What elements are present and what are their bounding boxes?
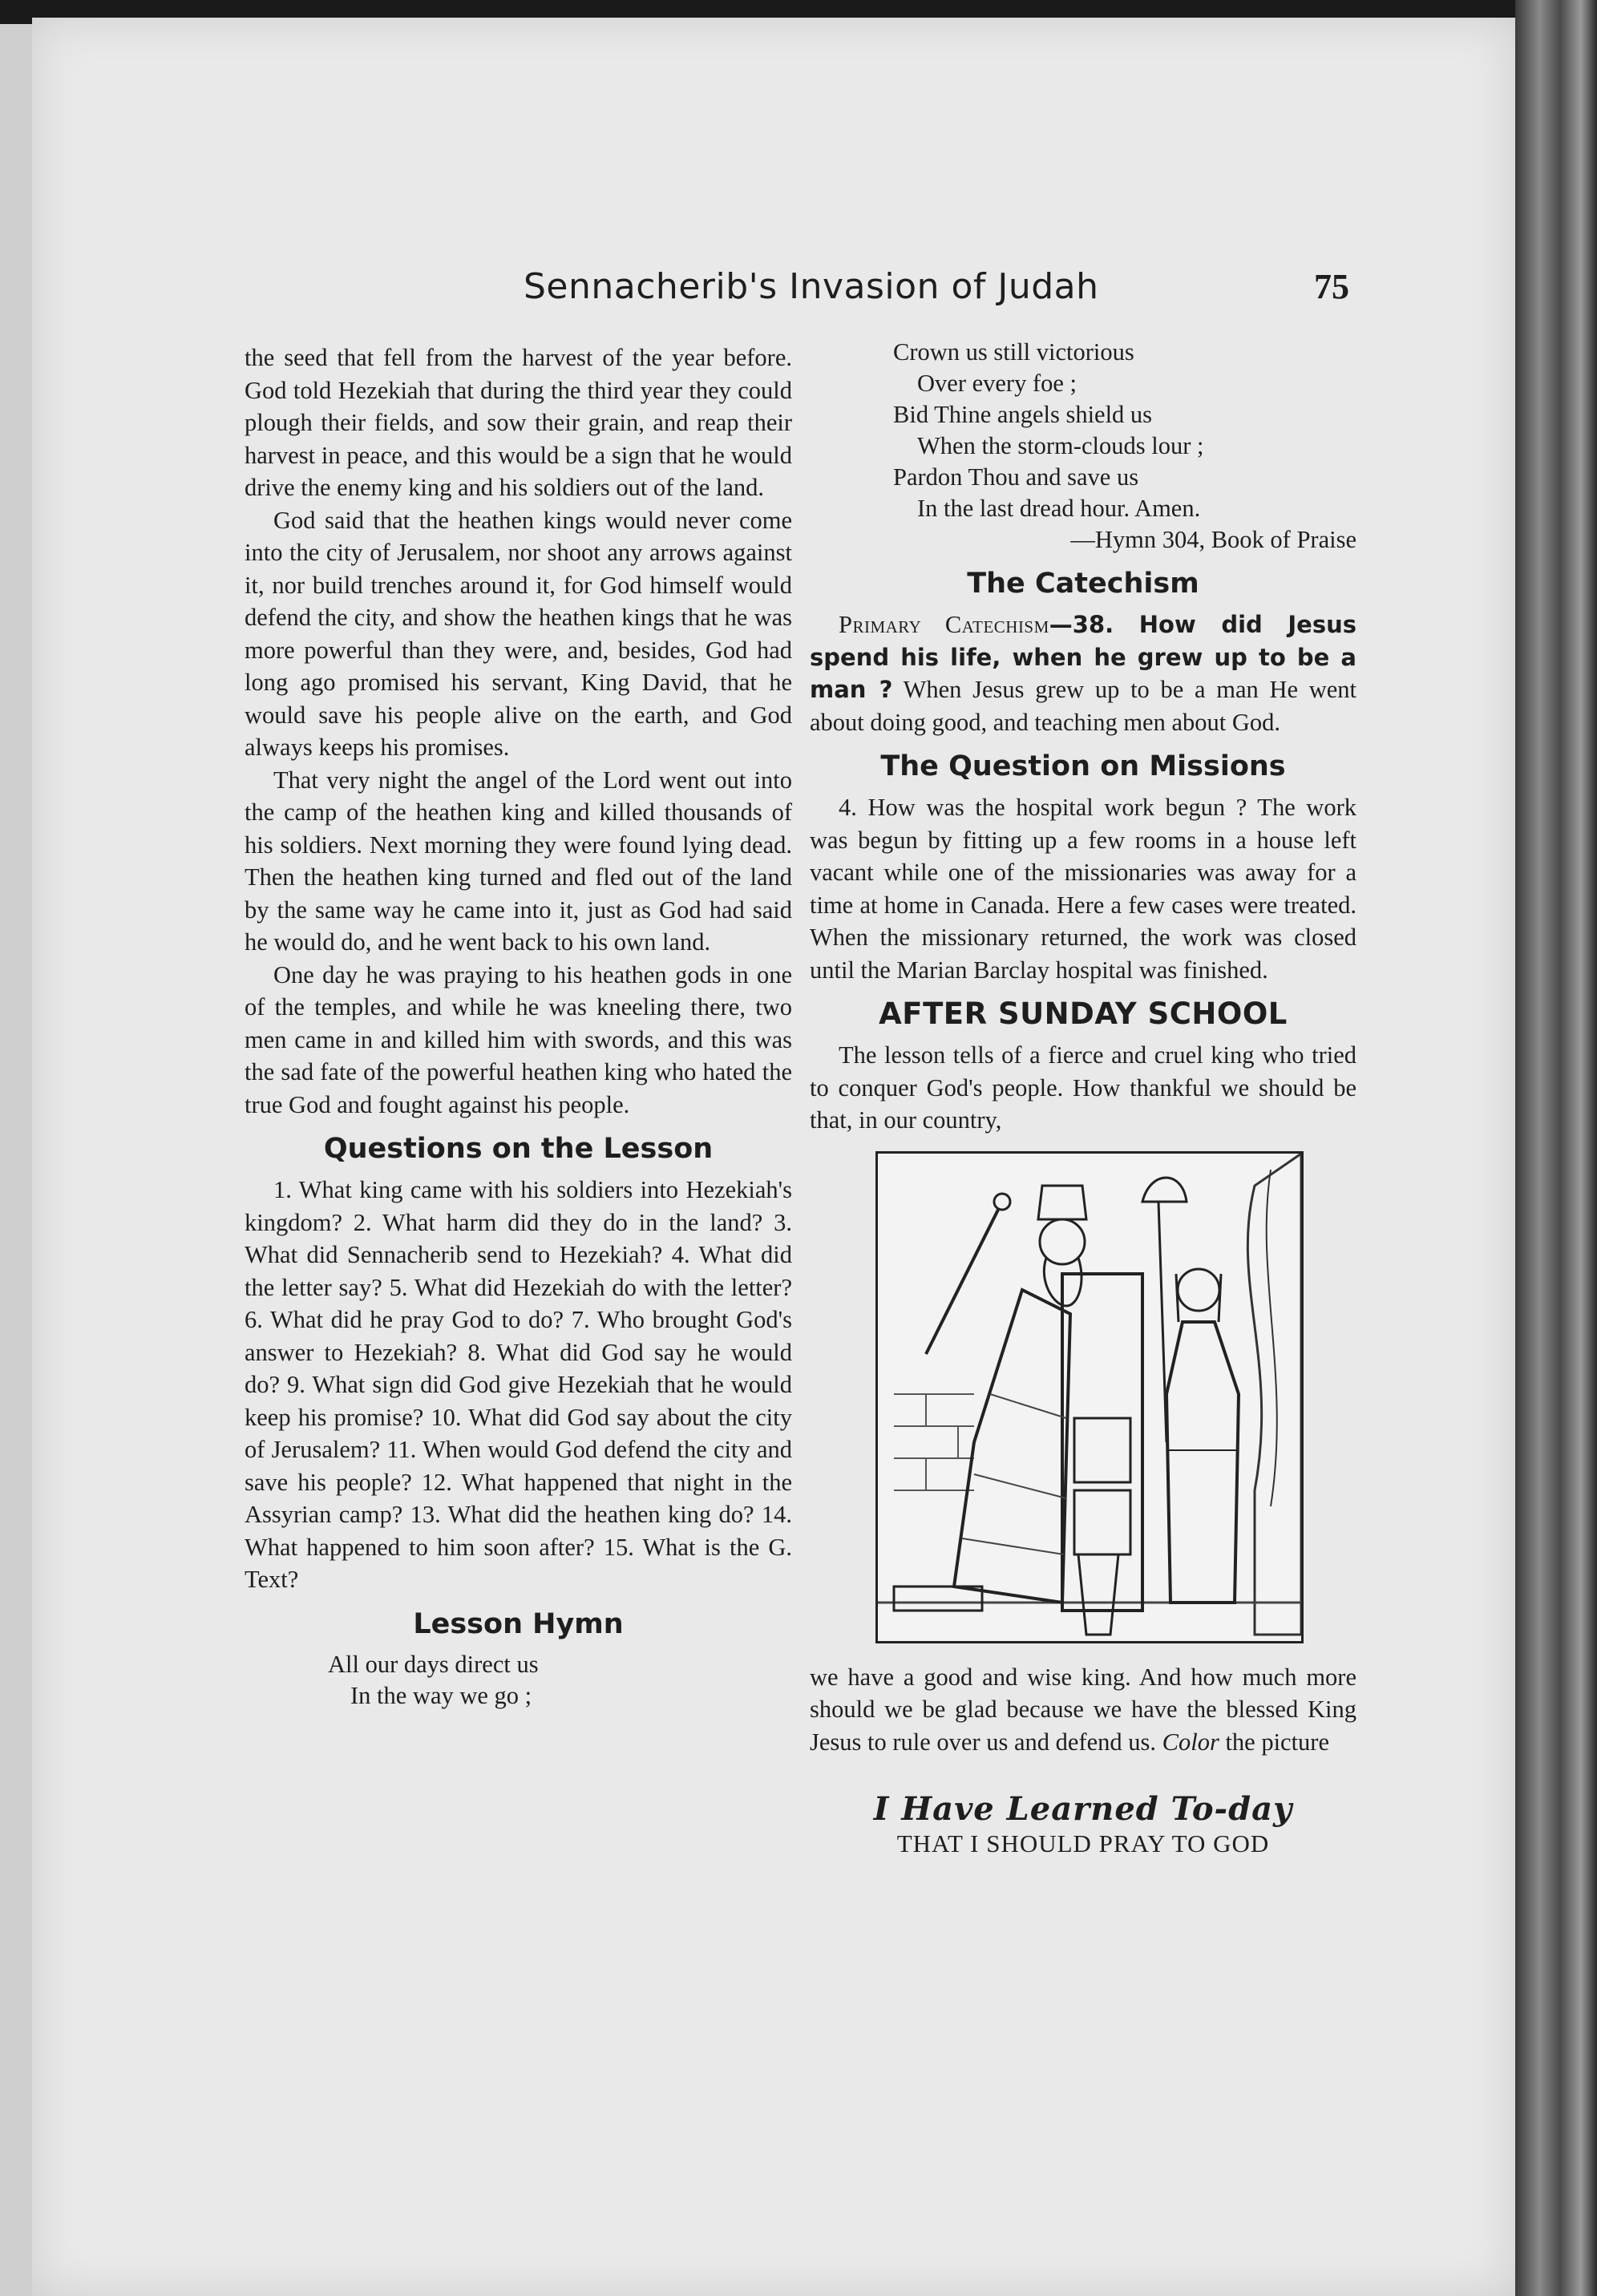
after-text-end: the picture (1219, 1728, 1330, 1756)
hymn-line: In the last dread hour. Amen. (917, 495, 1201, 522)
questions-text: 1. What king came with his soldiers into Hezekiah's kingdom? 2. What harm did they do in the land? 3. What did Sennacherib send to Hezekiah? 4. What did the letter say? 5. What did Hezekiah do with the letter? 6. What did he pray God to do? 7. Who brought God's answer to Hezekiah? 8. What did God say he would do? 9. What sign did God give Hezekiah that he would keep his promise? 10. What did God say about the city of Jerusalem? 11. When would God defend the city and save his people? 12. What happened that night in the Assyrian camp? 13. What did the heathen king do? 14. What happened to him soon after? 15. What is the G. Text? (245, 1176, 792, 1593)
missions-heading: The Question on Missions (880, 750, 1286, 782)
hymn-verse (245, 1649, 792, 1712)
catechism-heading: The Catechism (967, 568, 1199, 600)
catechism-text (810, 608, 1356, 738)
book-page-edges (1515, 0, 1597, 2296)
learned-today-title: I Have Learned To-day (873, 1790, 1293, 1828)
paragraph: One day he was praying to his heathen gods in one of the temples, and while he was kneeling there, two men came in and killed him with swords, and this was the sad fate of the powerful heathen king who hated the true God and fought against his people. (245, 960, 792, 1118)
catechism-lead: Primary Catechism (839, 611, 1049, 638)
missions-text: 4. How was the hospital work begun ? The work was begun by fitting up a few rooms in a house left vacant while one of the missionaries was away for a time at home in Canada. Here a few cases were treated. When the missionary returned, the work was closed until the Marian Barclay hospital was finished. (810, 794, 1356, 984)
hymn-line: Bid Thine angels shield us (893, 401, 1153, 428)
hymn-heading: Lesson Hymn (413, 1607, 624, 1640)
after-text-body: we have a good and wise king. And how much more should we be glad because we have the blessed King Jesus to rule over us and defend us. (810, 1663, 1356, 1756)
running-title: Sennacherib's Invasion of Judah (524, 266, 1099, 307)
hymn-line: In the way we go ; (350, 1681, 532, 1709)
running-head (524, 266, 1349, 314)
learned-today-statement: THAT I SHOULD PRAY TO GOD (896, 1829, 1270, 1857)
hymn-line: All our days direct us (328, 1650, 539, 1678)
paragraph: That very night the angel of the Lord went out into the camp of the heathen king and killed thousands of his soldiers. Next morning they were found lying dead. Then the heathen king turned and fled out of the land by the same way he came into it, just as God had said he would do, and he went back to his own land. (245, 766, 792, 956)
page-number: 75 (1314, 267, 1349, 306)
right-column (810, 337, 1356, 1860)
paragraph: God said that the heathen kings would never come into the city of Jerusalem, nor shoot any arrows against it, nor build trenches around it, for God himself would defend the city, and show the heathen kings that he was more powerful than they were, and, besides, God had long ago promised his servant, King David, that he would save his people alive on the earth, and God always keeps his promises. (245, 506, 792, 761)
hymn-line: Over every foe ; (917, 370, 1077, 397)
catechism-answer: When Jesus grew up to be a man He went about doing good, and teaching men about God. (810, 676, 1356, 736)
adjacent-page-edge (0, 24, 35, 2296)
paragraph: the seed that fell from the harvest of the year before. God told Hezekiah that during the third year they could plough their fields, and sow their grain, and reap their harvest in peace, and this would be a sign that he would drive the enemy king and his soldiers out of the land. (245, 344, 792, 501)
catechism-question: —38. How did Jesus spend his life, when he grew up to be a man ? (810, 611, 1357, 703)
after-sunday-school-heading: AFTER SUNDAY SCHOOL (879, 996, 1288, 1031)
questions-heading: Questions on the Lesson (323, 1133, 714, 1165)
hymn-line: Crown us still victorious (893, 338, 1134, 366)
hymn-attribution: —Hymn 304, Book of Praise (1070, 526, 1356, 553)
color-word: Color (1162, 1728, 1219, 1756)
after-text-closing (810, 1661, 1356, 1759)
king-on-throne-illustration (875, 1151, 1304, 1643)
left-column (245, 342, 792, 1712)
hymn-line: Pardon Thou and save us (893, 463, 1139, 491)
after-text-intro: The lesson tells of a fierce and cruel king who tried to conquer God's people. How thankful we should be that, in our country, (810, 1041, 1356, 1134)
hymn-continuation (810, 337, 1356, 556)
hymn-line: When the storm-clouds lour ; (917, 432, 1204, 459)
